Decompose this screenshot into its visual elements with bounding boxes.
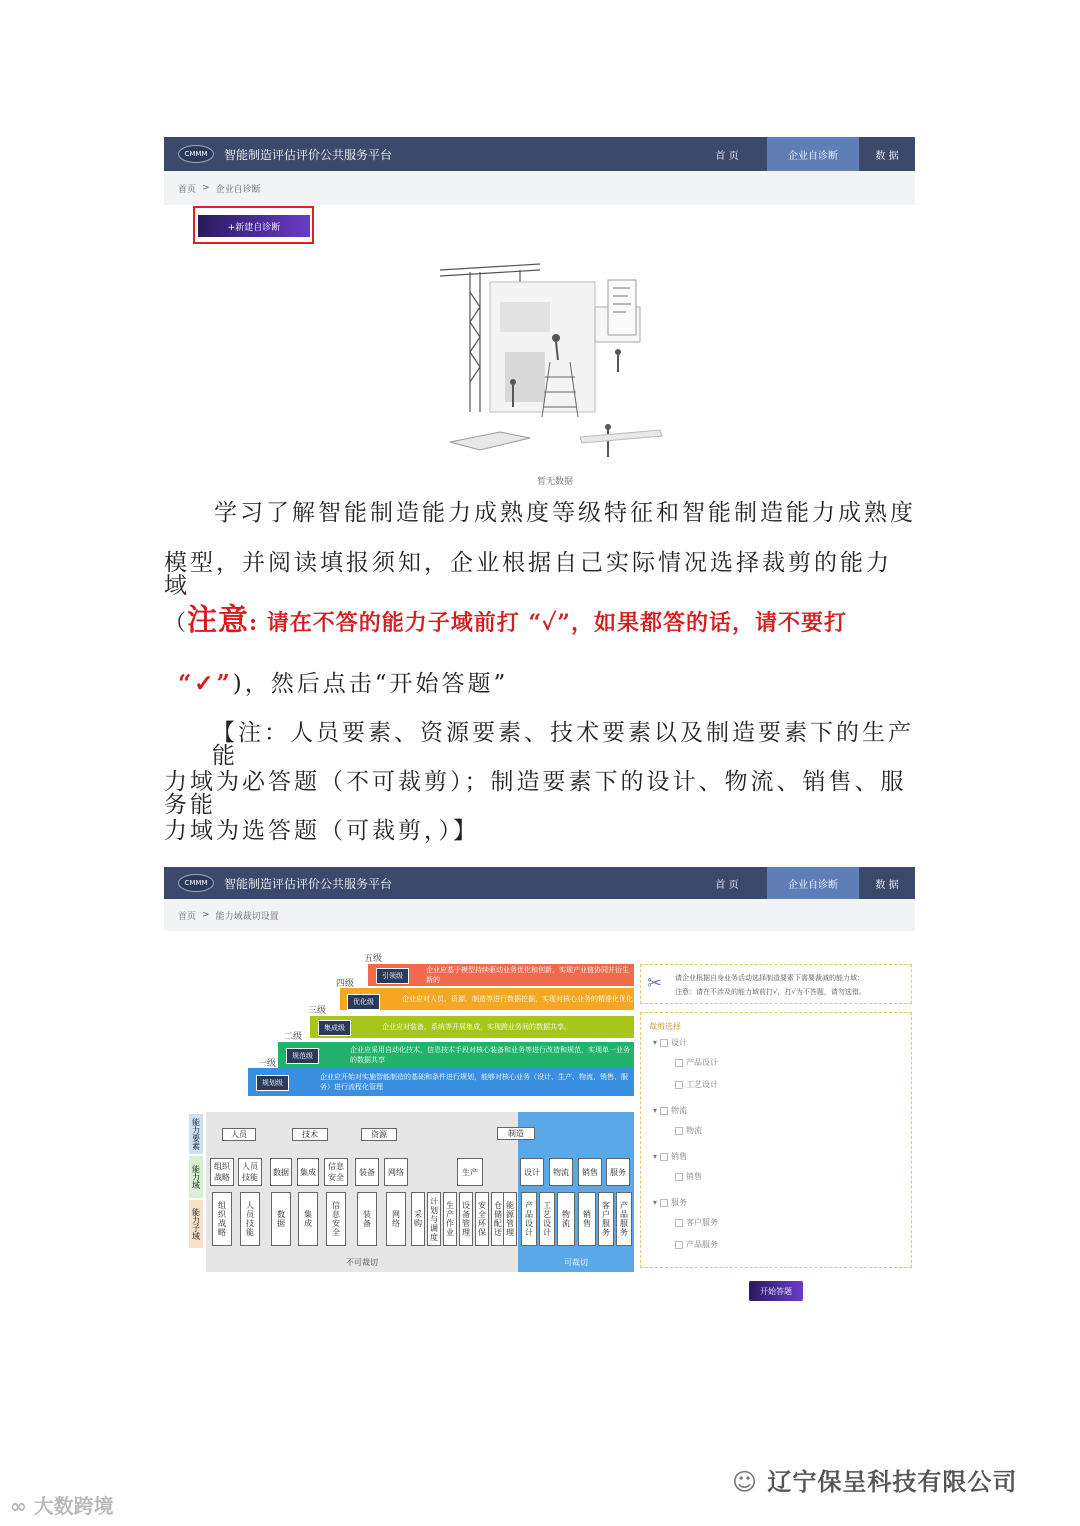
caret-down-icon[interactable]: ▾ — [653, 1152, 658, 1161]
level-4-tag: 优化级 — [347, 994, 380, 1010]
checkbox[interactable] — [675, 1081, 683, 1089]
label-elements: 能力要素 — [189, 1114, 203, 1154]
warning-line-2-rest: )，然后点击“开始答题” — [232, 671, 509, 697]
subdomain-logistics: 物流 — [557, 1192, 575, 1246]
domain-org-strategy: 组织战略 — [210, 1158, 234, 1186]
watermark-right — [732, 1462, 1017, 1497]
label-domains: 能力域 — [189, 1156, 203, 1198]
domain-design: 设计 — [520, 1158, 544, 1186]
checkbox[interactable] — [675, 1219, 683, 1227]
domain-production: 生产 — [457, 1158, 483, 1186]
note-line-1: 【注：人员要素、资源要素、技术要素以及制造要素下的生产能 — [212, 720, 914, 769]
scissors-icon: ✂ — [647, 973, 663, 994]
level-3-tag: 集成级 — [318, 1020, 351, 1036]
label-subdomains: 能力子域 — [189, 1200, 203, 1248]
level-3-desc: 企业应对装备、系统等开展集成，实现跨业务间的数据共享。 — [382, 1023, 571, 1031]
link-icon: ∞ — [10, 1494, 27, 1518]
subdomain-production-ops: 生产作业 — [443, 1192, 457, 1246]
warning-text: : 请在不答的能力子域前打 “✓”，如果都答的话，请不要打 — [249, 610, 847, 636]
construction-illustration — [430, 252, 670, 467]
domain-sales: 销售 — [578, 1158, 602, 1186]
tree-leaf-sales[interactable] — [675, 1171, 702, 1182]
element-technology: 技术 — [292, 1128, 328, 1141]
warning-label: 注意 — [187, 603, 250, 638]
fixed-label: 不可裁切 — [346, 1258, 378, 1267]
tree-label: 产品设计 — [686, 1058, 718, 1067]
platform-title: 智能制造评估评价公共服务平台 — [224, 147, 393, 162]
tree-title: 裁剪选择 — [649, 1022, 681, 1031]
level-5-tag: 引领级 — [376, 968, 409, 984]
domain-info-security: 信息安全 — [324, 1158, 348, 1186]
nav-self-diagnosis-2[interactable]: 企业自诊断 — [767, 867, 859, 899]
tree-leaf-logistics[interactable] — [675, 1125, 702, 1136]
checkbox[interactable] — [660, 1039, 668, 1047]
tree-label: 物流 — [686, 1126, 702, 1135]
checkbox[interactable] — [660, 1153, 668, 1161]
warning-line — [164, 603, 916, 638]
checkbox[interactable] — [675, 1241, 683, 1249]
subdomain-equipment: 装备 — [357, 1192, 377, 1246]
cuttable-label: 可裁切 — [564, 1258, 588, 1267]
level-4-number: 四级 — [336, 979, 355, 989]
subdomain-org-strategy: 组织战略 — [212, 1192, 232, 1246]
level-1-tag: 规划级 — [256, 1075, 289, 1091]
level-2-desc: 企业应采用自动化技术，信息技术手段对核心装备和业务等进行改造和规范，实现单一业务的数据共享 — [350, 1046, 630, 1064]
tree-label: 产品服务 — [686, 1240, 718, 1249]
subdomain-data: 数据 — [271, 1192, 291, 1246]
element-people: 人员 — [222, 1128, 256, 1141]
level-5-number: 五级 — [364, 954, 383, 964]
breadcrumb-sep: > — [202, 183, 210, 193]
domain-logistics: 物流 — [549, 1158, 573, 1186]
top-nav-1 — [164, 137, 915, 171]
warning-open-paren: （ — [164, 611, 188, 636]
caret-down-icon[interactable]: ▾ — [653, 1106, 658, 1115]
level-1-band — [248, 1068, 634, 1096]
platform-title-2: 智能制造评估评价公共服务平台 — [224, 876, 393, 891]
domain-equipment: 装备 — [355, 1158, 379, 1186]
tree-node-sales[interactable] — [653, 1151, 687, 1162]
checkbox[interactable] — [660, 1107, 668, 1115]
level-1-desc: 企业应开始对实施智能制造的基础和条件进行规划，能够对核心业务（设计、生产、物流、销售、服务）进行流程化管理 — [320, 1073, 628, 1091]
subdomain-equipment-mgmt: 设备管理 — [459, 1192, 473, 1246]
checkbox[interactable] — [675, 1127, 683, 1135]
subdomain-sales: 销售 — [578, 1192, 596, 1246]
cmmm-logo: CMMM — [178, 145, 214, 163]
tree-node-design[interactable] — [653, 1037, 687, 1048]
tree-leaf-customer-service[interactable] — [675, 1217, 718, 1228]
cut-selection-panel — [640, 1012, 912, 1268]
domain-integration: 集成 — [297, 1158, 319, 1186]
breadcrumb-2 — [164, 899, 915, 931]
warning-line-2 — [164, 672, 916, 696]
nav-home-2[interactable]: 首 页 — [715, 879, 739, 891]
subdomain-process-design: 工艺设计 — [539, 1192, 555, 1246]
tree-label: 销售 — [686, 1172, 702, 1181]
tree-label: 客户服务 — [686, 1218, 718, 1227]
paragraph-1-line-2: 模型，并阅读填报须知，企业根据自己实际情况选择裁剪的能力域 — [164, 550, 892, 599]
breadcrumb-home[interactable]: 首页 — [178, 184, 197, 195]
watermark-left-text: 大数跨境 — [33, 1494, 114, 1518]
nav-self-diagnosis[interactable]: 企业自诊断 — [767, 137, 859, 171]
level-1-number: 一级 — [258, 1059, 277, 1069]
new-diagnosis-button[interactable]: +新建自诊断 — [198, 215, 310, 237]
checkbox[interactable] — [675, 1173, 683, 1181]
tree-leaf-product-design[interactable] — [675, 1057, 718, 1068]
nav-data-2[interactable]: 数 据 — [875, 879, 899, 891]
watermark-left — [10, 1490, 114, 1519]
subdomain-planning: 计划与调度 — [427, 1192, 441, 1246]
nav-data[interactable]: 数 据 — [875, 150, 899, 162]
domain-data: 数据 — [270, 1158, 292, 1186]
subdomain-integration: 集成 — [298, 1192, 318, 1246]
domain-personnel-skills: 人员技能 — [238, 1158, 262, 1186]
breadcrumb-current-2: 能力域裁切设置 — [215, 911, 279, 922]
cmmm-logo-2: CMMM — [178, 874, 214, 892]
checkbox[interactable] — [660, 1199, 668, 1207]
tree-label: 设计 — [671, 1038, 688, 1047]
domain-service: 服务 — [606, 1158, 630, 1186]
subdomain-product-design: 产品设计 — [521, 1192, 537, 1246]
paragraph-1-line-1: 学习了解智能制造能力成熟度等级特征和智能制造能力成熟度 — [214, 500, 916, 526]
nav-home[interactable]: 首 页 — [715, 150, 739, 162]
hint-line-1: 请企业根据自身业务活动选择制造要素下需要裁减的能力域： — [675, 974, 864, 982]
level-3-number: 三级 — [308, 1006, 327, 1016]
tree-leaf-product-service[interactable] — [675, 1239, 718, 1250]
level-4-desc: 企业应对人员、资源、制造等进行数据挖掘，实现对核心业务的精准化优化 — [402, 995, 633, 1003]
tree-leaf-process-design[interactable] — [675, 1079, 718, 1090]
subdomain-procurement: 采购 — [411, 1192, 425, 1246]
level-5-desc: 企业应基于模型持续驱动业务优化和创新，实现产业链协同并衍生新的 — [426, 966, 629, 984]
subdomain-energy: 能源管理 — [503, 1192, 517, 1246]
subdomain-warehousing: 仓储配送 — [491, 1192, 505, 1246]
tree-label: 服务 — [671, 1198, 688, 1207]
hint-panel — [640, 964, 912, 1004]
tree-node-logistics[interactable] — [653, 1105, 687, 1116]
warning-check: “✓” — [178, 670, 233, 697]
wechat-icon: ☺ — [732, 1468, 759, 1496]
element-manufacturing: 制造 — [497, 1127, 535, 1140]
tree-label: 销售 — [671, 1152, 688, 1161]
element-resources: 资源 — [361, 1128, 397, 1141]
tree-node-service[interactable] — [653, 1197, 687, 1208]
tree-label: 物流 — [671, 1106, 688, 1115]
hint-line-2: 注意：请在不涉及的能力域前打√，打√为不答题，请勿选错。 — [675, 988, 866, 996]
watermark-right-text: 辽宁保呈科技有限公司 — [767, 1468, 1018, 1496]
level-2-number: 二级 — [284, 1032, 303, 1042]
note-line-2: 力域为必答题（不可裁剪）；制造要素下的设计、物流、销售、服务能 — [164, 769, 907, 818]
caret-down-icon[interactable]: ▾ — [653, 1038, 658, 1047]
level-3-band — [310, 1016, 634, 1038]
subdomain-product-service: 产品服务 — [616, 1192, 632, 1246]
note-line-3: 力域为选答题（可裁剪，）】 — [164, 818, 479, 844]
start-answer-button[interactable]: 开始答题 — [749, 1281, 803, 1301]
domain-network: 网络 — [384, 1158, 408, 1186]
top-nav-2 — [164, 867, 915, 899]
breadcrumb-home-2[interactable]: 首页 — [178, 911, 197, 922]
subdomain-info-security: 信息安全 — [326, 1192, 346, 1246]
breadcrumb-sep-2: > — [202, 910, 210, 920]
breadcrumb-1 — [164, 171, 915, 205]
breadcrumb-current: 企业自诊断 — [215, 184, 261, 195]
subdomain-safety-env: 安全环保 — [475, 1192, 489, 1246]
level-2-band — [278, 1042, 634, 1068]
subdomain-customer-service: 客户服务 — [598, 1192, 614, 1246]
empty-state-text: 暂无数据 — [536, 477, 573, 487]
tree-label: 工艺设计 — [686, 1080, 718, 1089]
caret-down-icon[interactable]: ▾ — [653, 1198, 658, 1207]
subdomain-network: 网络 — [386, 1192, 406, 1246]
level-4-band — [340, 988, 634, 1010]
checkbox[interactable] — [675, 1059, 683, 1067]
subdomain-personnel-skills: 人员技能 — [240, 1192, 260, 1246]
level-2-tag: 规范级 — [286, 1048, 319, 1064]
